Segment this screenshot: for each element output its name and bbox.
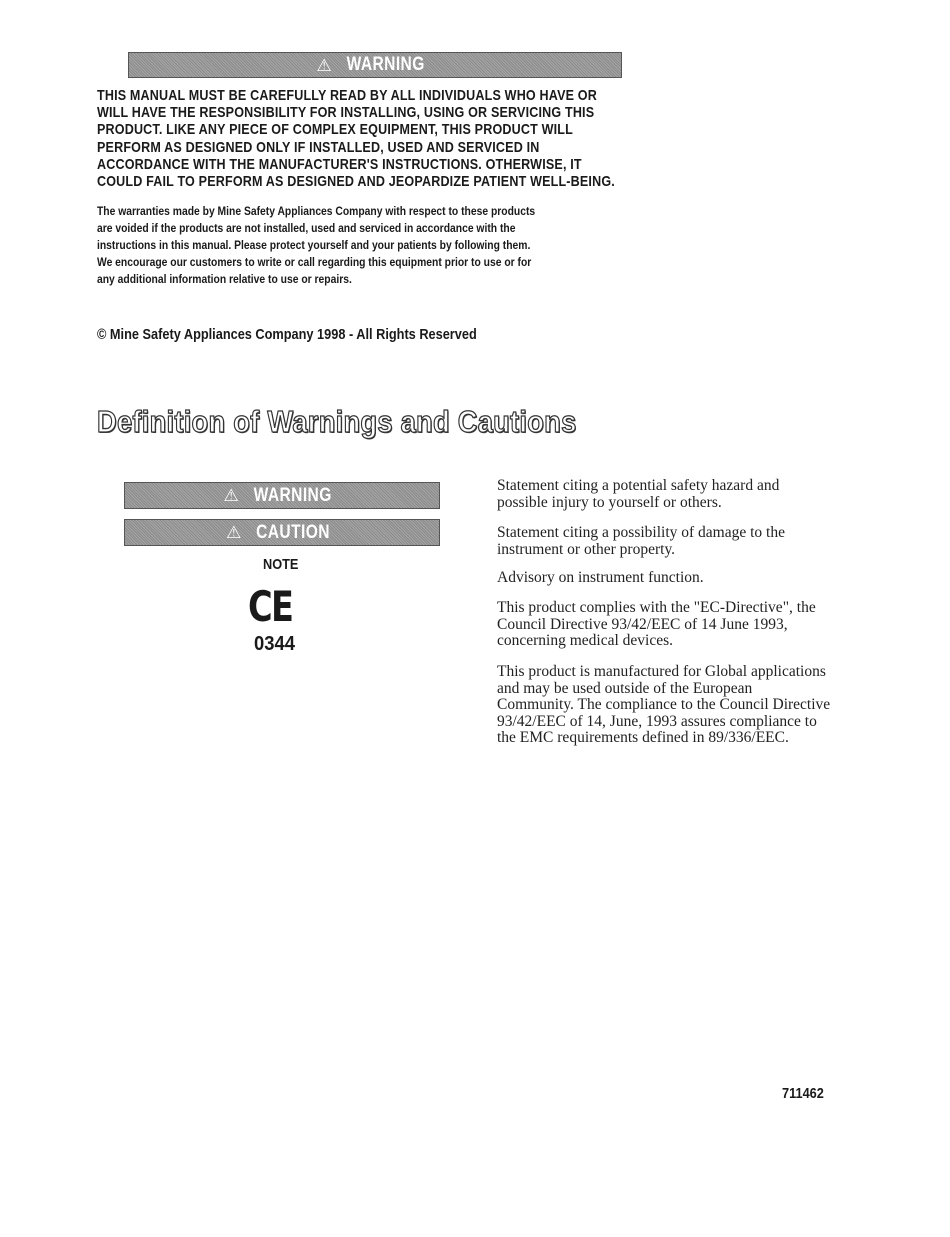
global-applications-definition <box>497 664 897 747</box>
definition-line: This product is manufactured for Global applications <box>497 663 826 680</box>
warning-line: PERFORM AS DESIGNED ONLY IF INSTALLED, USED AND SERVICED IN <box>97 139 540 156</box>
caution-symbol-label: CAUTION <box>255 521 330 543</box>
warning-definition <box>497 478 897 511</box>
warning-line: PRODUCT. LIKE ANY PIECE OF COMPLEX EQUIPMENT, THIS PRODUCT WILL <box>97 122 573 139</box>
warning-triangle-icon: ⚠ <box>223 486 240 505</box>
note-label: NOTE <box>263 556 299 573</box>
warning-symbol-label: WARNING <box>253 484 332 506</box>
definition-line: Council Directive 93/42/EEC of 14 June 1993, <box>497 615 788 633</box>
caution-definition <box>497 525 897 558</box>
warning-triangle-icon: ⚠ <box>316 55 333 75</box>
definition-line: Advisory on instrument function. <box>497 569 704 586</box>
ce-number: 0344 <box>254 633 295 655</box>
definition-line: This product complies with the "EC-Directive", the <box>497 599 816 616</box>
definition-line: instrument or other property. <box>497 540 676 558</box>
definition-line: Statement citing a possibility of damage to the <box>497 524 785 541</box>
warning-banner <box>128 52 622 78</box>
warning-line: COULD FAIL TO PERFORM AS DESIGNED AND JEOPARDIZE PATIENT WELL-BEING. <box>97 174 615 191</box>
warning-line: ACCORDANCE WITH THE MANUFACTURER'S INSTRUCTIONS. OTHERWISE, IT <box>97 156 582 173</box>
warning-line: WILL HAVE THE RESPONSIBILITY FOR INSTALLING, USING OR SERVICING THIS <box>97 105 595 122</box>
caution-symbol-banner <box>124 519 440 546</box>
definition-line: the EMC requirements defined in 89/336/EEC. <box>497 729 789 747</box>
copyright-notice: © Mine Safety Appliances Company 1998 - All Rights Reserved <box>97 326 477 343</box>
warning-banner-label: WARNING <box>346 54 425 75</box>
document-number: 711462 <box>782 1085 824 1102</box>
warning-paragraph <box>97 88 615 191</box>
definition-line: concerning medical devices. <box>497 632 674 650</box>
note-definition <box>497 570 897 587</box>
definition-line: possible injury to yourself or others. <box>497 493 722 511</box>
definition-line: Statement citing a potential safety hazard and <box>497 477 780 494</box>
section-title: Definition of Warnings and Cautions <box>97 404 577 439</box>
warranty-line: instructions in this manual. Please protect yourself and your patients by following them. <box>97 238 531 252</box>
definition-line: and may be used outside of the European <box>497 679 753 697</box>
caution-triangle-icon: ⚠ <box>226 523 242 542</box>
warning-symbol-banner <box>124 482 440 509</box>
warranty-paragraph <box>97 203 635 288</box>
warranty-line: We encourage our customers to write or call regarding this equipment prior to use or for <box>97 255 532 269</box>
warranty-line: are voided if the products are not installed, used and serviced in accordance with the <box>97 221 516 235</box>
definition-line: 93/42/EEC of 14, June, 1993 assures compliance to <box>497 712 817 730</box>
warranty-line: any additional information relative to use or repairs. <box>97 272 352 286</box>
ce-definition <box>497 600 897 650</box>
warranty-line: The warranties made by Mine Safety Appliances Company with respect to these products <box>97 204 536 218</box>
definition-line: Community. The compliance to the Council Directive <box>497 696 831 714</box>
warning-line: THIS MANUAL MUST BE CAREFULLY READ BY ALL INDIVIDUALS WHO HAVE OR <box>97 88 597 104</box>
ce-mark-icon: CE <box>248 582 293 631</box>
